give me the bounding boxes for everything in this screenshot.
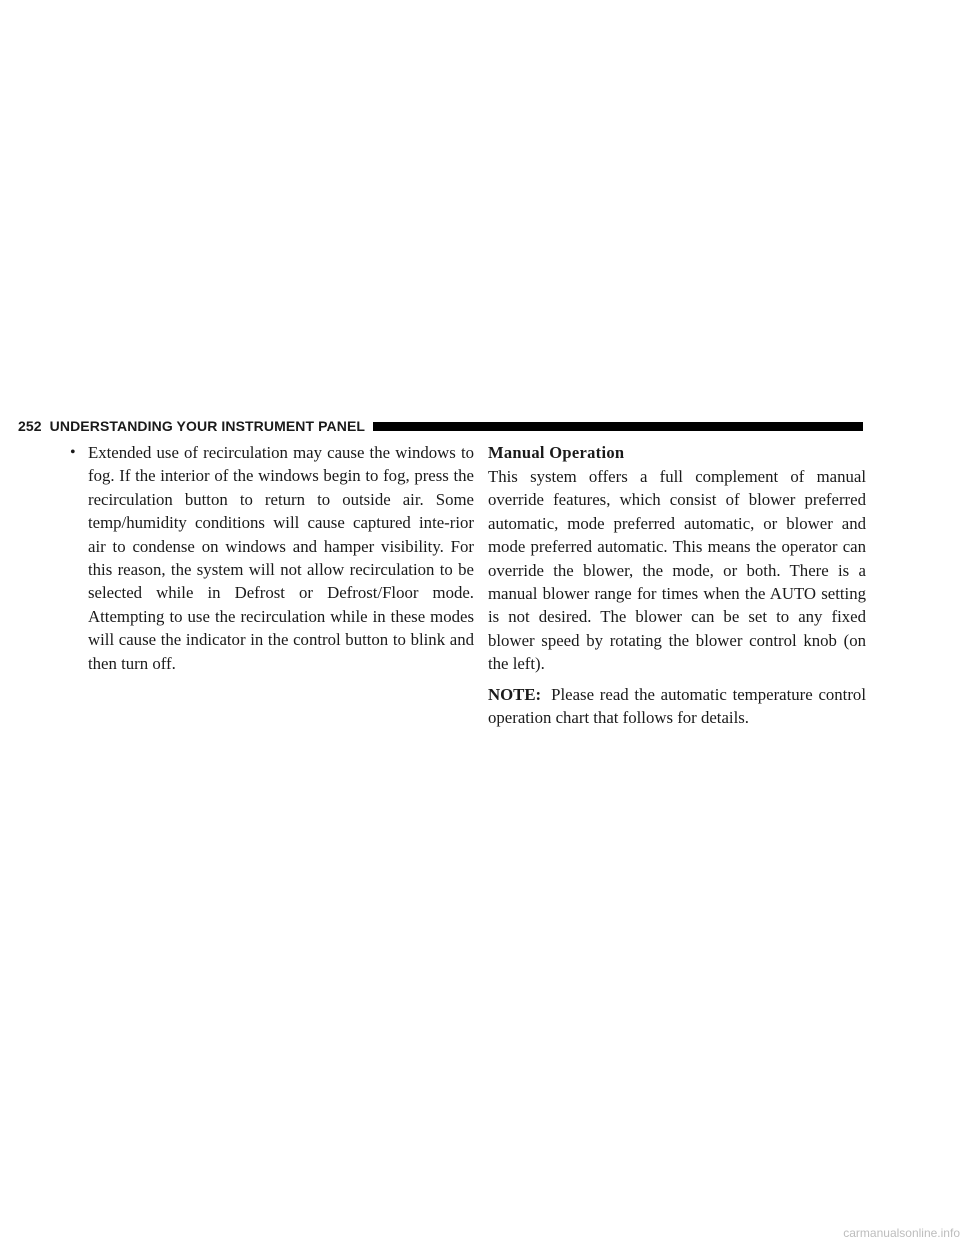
section-title: UNDERSTANDING YOUR INSTRUMENT PANEL (49, 418, 366, 434)
watermark: carmanualsonline.info (843, 1226, 960, 1240)
header-rule (373, 422, 863, 431)
body-paragraph: This system offers a full complement of manual override features, which consist of blower preferred automatic, mode preferred automatic, or blower and mode preferred automatic. This means the operator can override the blower, the mode, or both. There is a manual blower range for times when the AUTO setting is not desired. The blower can be set to any fixed blower speed by rotating the blower control knob (on the left). (488, 467, 866, 674)
page-header (18, 416, 863, 436)
page-number: 252 (18, 418, 42, 434)
note-text: Please read the automatic temperature control operation chart that follows for details. (488, 684, 866, 728)
note-paragraph (488, 683, 866, 730)
section-heading: Manual Operation (488, 443, 625, 462)
bullet-paragraph: Extended use of recirculation may cause the windows to fog. If the interior of the windows begin to fog, press the recirculation button to return to outside air. Some temp/humidity conditions will cause captured inte-rior air to condense on windows and hamper visibility. For this reason, the system will not allow recirculation to be selected while in Defrost or Defrost/Floor mode. Attempting to use the recirculation while in these modes will cause the indicator in the control button to blink and then turn off. (88, 443, 474, 673)
bullet-icon: • (70, 444, 76, 461)
left-column (70, 441, 474, 675)
right-column (488, 441, 866, 729)
note-label: NOTE: (488, 684, 542, 704)
